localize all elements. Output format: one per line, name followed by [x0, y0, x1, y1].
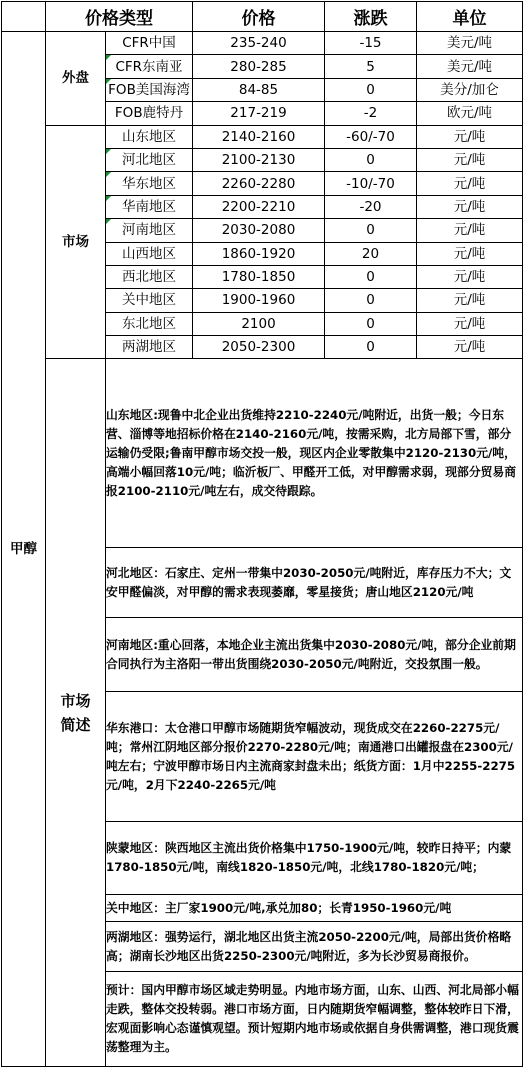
row-name: 两湖地区: [106, 336, 193, 359]
row-name: 西北地区: [106, 265, 193, 288]
green-corner-marker: [106, 55, 111, 60]
header-type: 价格类型: [46, 2, 193, 32]
summary-paragraph: 预计：国内甲醇市场区域走势明显。内地市场方面，山东、山西、河北局部小幅走跌，整体交投转弱。港口市场方面，日内随期货窄幅调整，整体较昨日下滑，宏观面影响心态谨慎观望。预计短期内地市场或依据自身供需调整，港口现货震荡整理为主。: [106, 972, 523, 1067]
group-summary: 市场简述: [46, 359, 106, 1067]
table-row: [2, 125, 523, 148]
row-unit: 元/吨: [417, 219, 523, 242]
row-change: 0: [325, 336, 417, 359]
summary-paragraph: 华东港口：太仓港口甲醇市场随期货窄幅波动，现货成交在2260-2275元/吨；常州江阴地区部分报价2270-2280元/吨；南通港口出罐报盘在2300元/吨左右；宁波甲醇市场日内主流商家封盘未出；纸货方面：1月中2255-2275元/吨，2月下2240-2265元/吨: [106, 692, 523, 822]
table-row: [2, 32, 523, 55]
row-change: 0: [325, 265, 417, 288]
row-unit: 元/吨: [417, 289, 523, 312]
row-name-text: CFR东南亚: [115, 58, 183, 75]
row-unit: 元/吨: [417, 125, 523, 148]
row-unit: 元/吨: [417, 265, 523, 288]
row-unit: 元/吨: [417, 312, 523, 335]
row-change: 0: [325, 78, 417, 101]
summary-paragraph: 河南地区:重心回落，本地企业主流出货集中2030-2080元/吨，部分企业前期合同执行为主洛阳一带出货围绕2030-2050元/吨附近，交投氛围一般。: [106, 618, 523, 692]
row-name: [106, 172, 193, 195]
summary-row: [2, 359, 523, 548]
row-name: CFR中国: [106, 32, 193, 55]
row-name: FOB鹿特丹: [106, 102, 193, 125]
header-change: 涨跌: [325, 2, 417, 32]
row-price: 2100: [193, 312, 325, 335]
row-name: [106, 148, 193, 171]
row-change: -15: [325, 32, 417, 55]
row-change: 0: [325, 289, 417, 312]
summary-paragraph: 山东地区:现鲁中北企业出货维持2210-2240元/吨附近，出货一般；今日东营、淄博等地招标价格在2140-2160元/吨，按需采购，北方局部下雪，部分运输仍受限;鲁南甲醇市场交投一般，现区内企业零散集中2120-2130元/吨，高端小幅回落10元/吨；临沂板厂、甲醛开工低，对甲醇需求弱，现部分贸易商报2100-2110元/吨左右，成交待跟踪。: [106, 359, 523, 548]
row-price: 2140-2160: [193, 125, 325, 148]
row-unit: 美分/加仑: [417, 78, 523, 101]
summary-paragraph: 关中地区：主厂家1900元/吨,承兑加80；长青1950-1960元/吨: [106, 895, 523, 922]
green-corner-marker: [106, 172, 111, 177]
row-name-text: 河南地区: [122, 222, 176, 239]
row-price: 1860-1920: [193, 242, 325, 265]
row-unit: 美元/吨: [417, 55, 523, 78]
table-header-row: [2, 2, 523, 32]
row-unit: 元/吨: [417, 336, 523, 359]
summary-paragraph: 陕蒙地区：陕西地区主流出货价格集中1750-1900元/吨，较昨日持平；内蒙1780-1850元/吨，南线1820-1850元/吨，北线1780-1820元/吨；: [106, 822, 523, 895]
green-corner-marker: [106, 149, 111, 154]
row-name: [106, 195, 193, 218]
row-name: 东北地区: [106, 312, 193, 335]
row-change: 0: [325, 148, 417, 171]
row-name: 山东地区: [106, 125, 193, 148]
row-name-text: 华南地区: [122, 198, 176, 215]
group-external: 外盘: [46, 32, 106, 126]
row-unit: 元/吨: [417, 195, 523, 218]
header-unit: 单位: [417, 2, 523, 32]
summary-paragraph: 两湖地区：强势运行，湖北地区出货主流2050-2200元/吨，局部出货价格略高；湖南长沙地区出货2250-2300元/吨附近，多为长沙贸易商报价。: [106, 922, 523, 972]
row-price: 84-85: [193, 78, 325, 101]
header-price: 价格: [193, 2, 325, 32]
methanol-price-table: [1, 1, 523, 1067]
row-unit: 元/吨: [417, 172, 523, 195]
summary-paragraph: 河北地区：石家庄、定州一带集中2030-2050元/吨附近，库存压力不大；文安甲醛偏淡，对甲醇的需求表现萎靡，零星接货；唐山地区2120元/吨: [106, 548, 523, 618]
row-price: 2050-2300: [193, 336, 325, 359]
row-price: 2260-2280: [193, 172, 325, 195]
product-cell: 甲醇: [2, 32, 46, 1067]
row-name-text: 河北地区: [122, 152, 176, 169]
row-name: 山西地区: [106, 242, 193, 265]
row-unit: 元/吨: [417, 148, 523, 171]
row-change: 0: [325, 312, 417, 335]
row-name: [106, 219, 193, 242]
group-market: 市场: [46, 125, 106, 359]
green-corner-marker: [106, 219, 111, 224]
row-change: -10/-70: [325, 172, 417, 195]
row-unit: 美元/吨: [417, 32, 523, 55]
row-price: 280-285: [193, 55, 325, 78]
row-price: 235-240: [193, 32, 325, 55]
row-unit: 欧元/吨: [417, 102, 523, 125]
row-price: 2030-2080: [193, 219, 325, 242]
green-corner-marker: [106, 79, 111, 84]
row-name: 关中地区: [106, 289, 193, 312]
row-price: 217-219: [193, 102, 325, 125]
row-name: [106, 55, 193, 78]
row-change: 0: [325, 219, 417, 242]
row-price: 1780-1850: [193, 265, 325, 288]
row-price: 1900-1960: [193, 289, 325, 312]
row-name-text: FOB美国海湾: [108, 81, 190, 98]
row-unit: 元/吨: [417, 242, 523, 265]
row-name: [106, 78, 193, 101]
row-change: -20: [325, 195, 417, 218]
row-name-text: 华东地区: [122, 175, 176, 192]
header-corner-cell: [2, 2, 46, 32]
row-price: 2100-2130: [193, 148, 325, 171]
row-change: 5: [325, 55, 417, 78]
row-change: -2: [325, 102, 417, 125]
row-price: 2200-2210: [193, 195, 325, 218]
green-corner-marker: [106, 196, 111, 201]
row-change: 20: [325, 242, 417, 265]
row-change: -60/-70: [325, 125, 417, 148]
